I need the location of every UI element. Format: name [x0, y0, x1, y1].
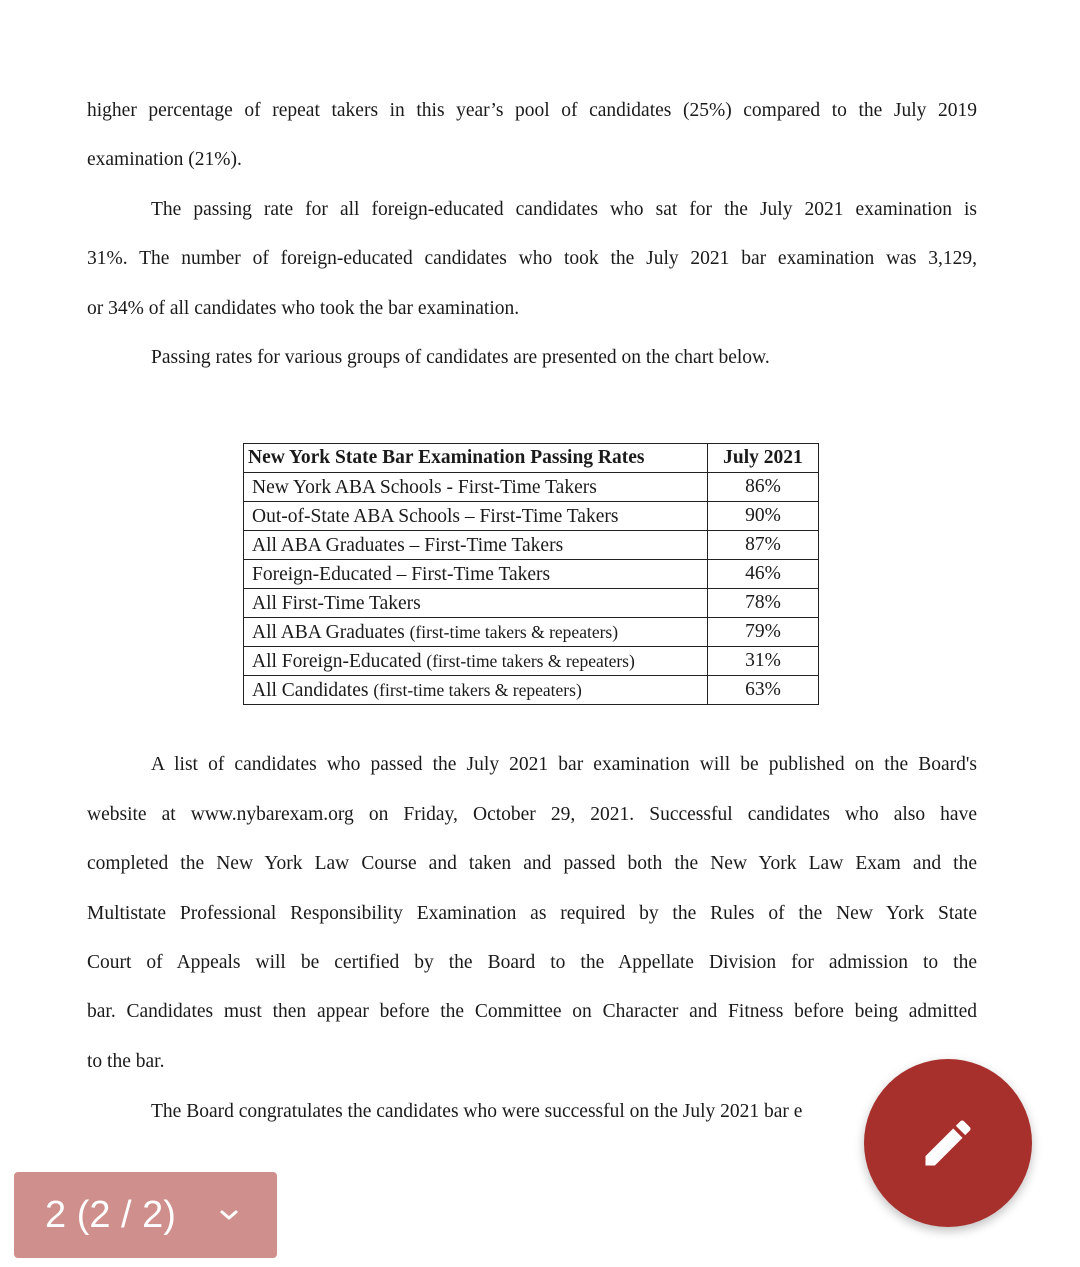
row-value: 78%: [708, 589, 819, 618]
page-indicator-button[interactable]: [14, 1172, 277, 1258]
passing-rates-table: [243, 443, 819, 702]
row-label: All ABA Graduates (first-time takers & repeaters): [244, 618, 708, 647]
table-row: [244, 618, 819, 647]
page-indicator-label: 2 (2 / 2): [45, 1194, 176, 1236]
paragraph-text: A list of candidates who passed the July 2021 bar examination will be published on the Board's: [151, 754, 977, 775]
paragraph-text: Court of Appeals will be certified by the Board to the Appellate Division for admission to the: [87, 952, 977, 973]
row-value: 79%: [708, 618, 819, 647]
paragraph-text: The passing rate for all foreign-educated candidates who sat for the July 2021 examination is: [151, 199, 977, 220]
table-row: [244, 589, 819, 618]
row-label: Foreign-Educated – First-Time Takers: [244, 560, 708, 589]
row-value: 86%: [708, 473, 819, 502]
row-value: 31%: [708, 647, 819, 676]
paragraph-text: The Board congratulates the candidates who were successful on the July 2021 bar e: [151, 1101, 803, 1122]
pencil-icon: [918, 1113, 978, 1173]
paragraph-text: higher percentage of repeat takers in this year’s pool of candidates (25%) compared to the July 2019: [87, 100, 977, 121]
table-row: [244, 560, 819, 589]
row-value: 63%: [708, 676, 819, 705]
table-row: [244, 531, 819, 560]
row-value: 46%: [708, 560, 819, 589]
table-header-label: New York State Bar Examination Passing Rates: [244, 444, 708, 473]
paragraph-text: Passing rates for various groups of candidates are presented on the chart below.: [151, 347, 770, 368]
paragraph-text: examination (21%).: [87, 149, 242, 170]
paragraph-text: 31%. The number of foreign-educated candidates who took the July 2021 bar examination was 3,129,: [87, 248, 977, 269]
row-value: 90%: [708, 502, 819, 531]
row-label: All Foreign-Educated (first-time takers & repeaters): [244, 647, 708, 676]
row-label: All First-Time Takers: [244, 589, 708, 618]
paragraph-text: website at www.nybarexam.org on Friday, October 29, 2021. Successful candidates who also have: [87, 804, 977, 825]
paragraph-text: or 34% of all candidates who took the bar examination.: [87, 298, 520, 319]
row-value: 87%: [708, 531, 819, 560]
paragraph-text: bar. Candidates must then appear before the Committee on Character and Fitness before being admitted: [87, 1001, 977, 1022]
edit-button[interactable]: [864, 1059, 1032, 1227]
table-row: [244, 676, 819, 705]
row-label: New York ABA Schools - First-Time Takers: [244, 473, 708, 502]
table-header-value: July 2021: [708, 444, 819, 473]
paragraph-text: completed the New York Law Course and taken and passed both the New York Law Exam and the: [87, 853, 977, 874]
table-header-row: [244, 444, 819, 473]
table-row: [244, 473, 819, 502]
table-row: [244, 647, 819, 676]
paragraph-text: to the bar.: [87, 1051, 165, 1072]
row-label: All ABA Graduates – First-Time Takers: [244, 531, 708, 560]
chevron-down-icon: [219, 1208, 239, 1222]
paragraph-text: Multistate Professional Responsibility Examination as required by the Rules of the New York State: [87, 903, 977, 924]
row-label: All Candidates (first-time takers & repeaters): [244, 676, 708, 705]
row-label: Out-of-State ABA Schools – First-Time Takers: [244, 502, 708, 531]
table-row: [244, 502, 819, 531]
